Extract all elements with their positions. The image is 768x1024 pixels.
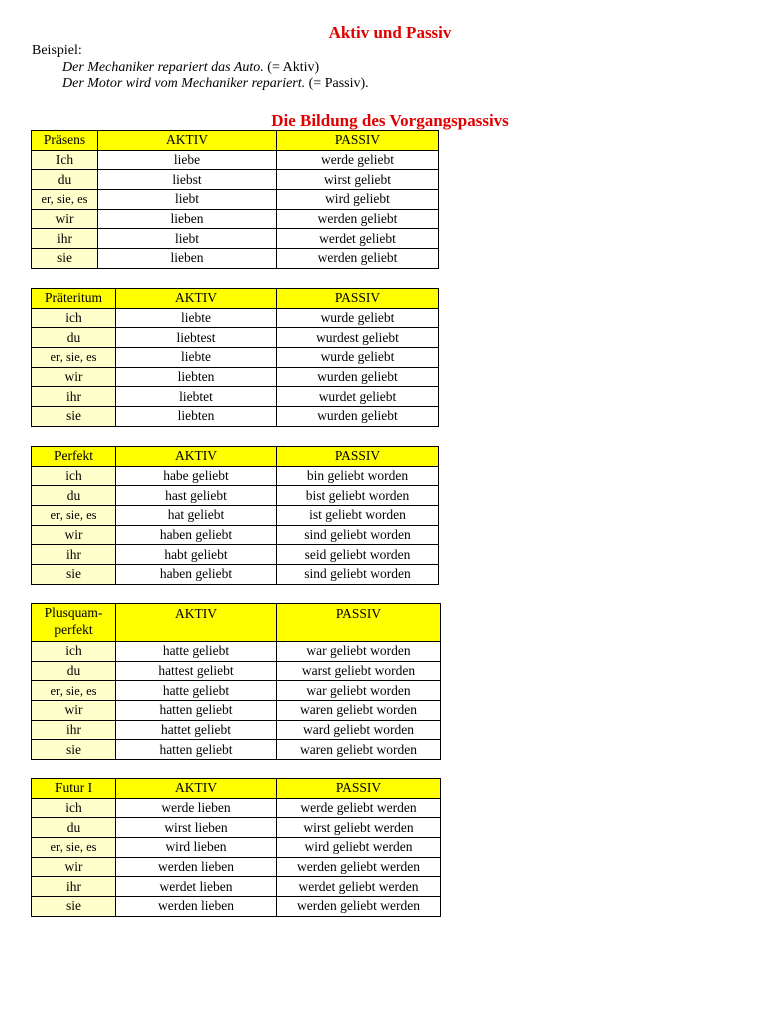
- pronoun-cell: sie: [32, 897, 116, 917]
- passive-cell: wurdest geliebt: [277, 328, 439, 348]
- pronoun-cell: ihr: [32, 387, 116, 407]
- pronoun-cell: du: [32, 328, 116, 348]
- active-cell: hattest geliebt: [116, 661, 277, 681]
- active-cell: liebe: [98, 150, 277, 170]
- passive-cell: ist geliebt worden: [277, 506, 439, 526]
- active-cell: habe geliebt: [116, 466, 277, 486]
- tense-header: Perfekt: [32, 447, 116, 467]
- table-header-row: [32, 447, 439, 467]
- passive-cell: wird geliebt: [277, 190, 439, 210]
- example-passive-note: (= Passiv).: [305, 76, 369, 91]
- table-row: [32, 740, 441, 760]
- tense-header: Präsens: [32, 131, 98, 151]
- table-plusquamperfekt: [31, 603, 441, 760]
- passive-header: PASSIV: [277, 447, 439, 467]
- pronoun-cell: wir: [32, 209, 98, 229]
- table-praeteritum: [31, 288, 439, 427]
- passive-header: PASSIV: [277, 604, 441, 642]
- passive-header: PASSIV: [277, 289, 439, 309]
- pronoun-cell: du: [32, 818, 116, 838]
- pronoun-cell: du: [32, 661, 116, 681]
- example-active-sentence: [62, 60, 369, 77]
- table-row: [32, 308, 439, 328]
- active-cell: werdet lieben: [116, 877, 277, 897]
- example-passive-sentence: [62, 76, 369, 93]
- pronoun-cell: wir: [32, 525, 116, 545]
- active-header: AKTIV: [116, 779, 277, 799]
- table-header-row: [32, 779, 441, 799]
- pronoun-cell: ihr: [32, 877, 116, 897]
- passive-cell: bin geliebt worden: [277, 466, 439, 486]
- passive-cell: warst geliebt worden: [277, 661, 441, 681]
- active-cell: liebtet: [116, 387, 277, 407]
- active-cell: liebst: [98, 170, 277, 190]
- active-cell: liebt: [98, 229, 277, 249]
- active-header: AKTIV: [98, 131, 277, 151]
- active-cell: wird lieben: [116, 838, 277, 858]
- pronoun-cell: er, sie, es: [32, 838, 116, 858]
- passive-cell: waren geliebt worden: [277, 701, 441, 721]
- pronoun-cell: wir: [32, 367, 116, 387]
- section-title: Die Bildung des Vorgangspassivs: [271, 111, 509, 130]
- active-cell: wirst lieben: [116, 818, 277, 838]
- table-row: [32, 506, 439, 526]
- table-header-row: [32, 131, 439, 151]
- table-row: [32, 387, 439, 407]
- table-perfekt: [31, 446, 439, 585]
- active-header: AKTIV: [116, 289, 277, 309]
- pronoun-cell: er, sie, es: [32, 681, 116, 701]
- table-futur-1: [31, 778, 441, 917]
- table-row: [32, 545, 439, 565]
- passive-cell: wirst geliebt werden: [277, 818, 441, 838]
- table-row: [32, 525, 439, 545]
- passive-cell: waren geliebt worden: [277, 740, 441, 760]
- table-row: [32, 798, 441, 818]
- active-cell: werde lieben: [116, 798, 277, 818]
- passive-cell: werden geliebt werden: [277, 857, 441, 877]
- table-row: [32, 642, 441, 662]
- passive-cell: wurden geliebt: [277, 367, 439, 387]
- table-row: [32, 897, 441, 917]
- table-row: [32, 249, 439, 269]
- example-active-text: Der Mechaniker repariert das Auto.: [62, 59, 264, 75]
- active-header: AKTIV: [116, 447, 277, 467]
- passive-cell: wurde geliebt: [277, 308, 439, 328]
- passive-cell: wird geliebt werden: [277, 838, 441, 858]
- example-passive-text: Der Motor wird vom Mechaniker repariert.: [62, 76, 306, 91]
- table-row: [32, 407, 439, 427]
- passive-cell: werdet geliebt: [277, 229, 439, 249]
- active-cell: hatte geliebt: [116, 642, 277, 662]
- active-cell: lieben: [98, 209, 277, 229]
- active-cell: liebtest: [116, 328, 277, 348]
- pronoun-cell: ich: [32, 466, 116, 486]
- table-praesens: [31, 130, 439, 269]
- example-block: [32, 43, 369, 93]
- table-row: [32, 348, 439, 368]
- pronoun-cell: du: [32, 170, 98, 190]
- table-row: [32, 857, 441, 877]
- tense-header-line1: Plusquam-: [44, 605, 103, 620]
- passive-cell: war geliebt worden: [277, 642, 441, 662]
- passive-cell: werden geliebt: [277, 209, 439, 229]
- table-row: [32, 838, 441, 858]
- pronoun-cell: ich: [32, 642, 116, 662]
- tense-header: Präteritum: [32, 289, 116, 309]
- table-row: [32, 486, 439, 506]
- passive-cell: wurden geliebt: [277, 407, 439, 427]
- pronoun-cell: wir: [32, 701, 116, 721]
- passive-cell: werde geliebt: [277, 150, 439, 170]
- active-cell: hat geliebt: [116, 506, 277, 526]
- active-cell: liebten: [116, 367, 277, 387]
- pronoun-cell: du: [32, 486, 116, 506]
- table-row: [32, 328, 439, 348]
- passive-cell: war geliebt worden: [277, 681, 441, 701]
- active-cell: liebte: [116, 348, 277, 368]
- example-active-note: (= Aktiv): [263, 59, 320, 75]
- table-header-row: [32, 604, 441, 642]
- active-cell: lieben: [98, 249, 277, 269]
- table-row: [32, 190, 439, 210]
- active-cell: haben geliebt: [116, 525, 277, 545]
- passive-cell: wirst geliebt: [277, 170, 439, 190]
- tense-header: [32, 604, 116, 642]
- example-label: Beispiel:: [32, 43, 82, 58]
- table-row: [32, 466, 439, 486]
- table-row: [32, 170, 439, 190]
- table-row: [32, 877, 441, 897]
- active-cell: liebten: [116, 407, 277, 427]
- table-row: [32, 565, 439, 585]
- table-row: [32, 661, 441, 681]
- passive-cell: sind geliebt worden: [277, 565, 439, 585]
- pronoun-cell: er, sie, es: [32, 190, 98, 210]
- passive-cell: sind geliebt worden: [277, 525, 439, 545]
- passive-cell: bist geliebt worden: [277, 486, 439, 506]
- active-cell: habt geliebt: [116, 545, 277, 565]
- pronoun-cell: sie: [32, 407, 116, 427]
- pronoun-cell: Ich: [32, 150, 98, 170]
- active-cell: hattet geliebt: [116, 720, 277, 740]
- passive-cell: ward geliebt worden: [277, 720, 441, 740]
- pronoun-cell: wir: [32, 857, 116, 877]
- pronoun-cell: sie: [32, 565, 116, 585]
- pronoun-cell: ich: [32, 798, 116, 818]
- active-cell: haben geliebt: [116, 565, 277, 585]
- passive-cell: werde geliebt werden: [277, 798, 441, 818]
- active-cell: werden lieben: [116, 857, 277, 877]
- pronoun-cell: ihr: [32, 545, 116, 565]
- page-title: Aktiv und Passiv: [328, 23, 452, 42]
- passive-cell: werdet geliebt werden: [277, 877, 441, 897]
- table-header-row: [32, 289, 439, 309]
- table-row: [32, 720, 441, 740]
- table-row: [32, 701, 441, 721]
- table-row: [32, 150, 439, 170]
- tense-header-line2: perfekt: [54, 622, 93, 637]
- passive-header: PASSIV: [277, 131, 439, 151]
- passive-cell: werden geliebt: [277, 249, 439, 269]
- passive-header: PASSIV: [277, 779, 441, 799]
- table-row: [32, 818, 441, 838]
- active-cell: hatten geliebt: [116, 701, 277, 721]
- pronoun-cell: ich: [32, 308, 116, 328]
- pronoun-cell: er, sie, es: [32, 506, 116, 526]
- active-cell: werden lieben: [116, 897, 277, 917]
- active-cell: liebte: [116, 308, 277, 328]
- passive-cell: werden geliebt werden: [277, 897, 441, 917]
- pronoun-cell: sie: [32, 740, 116, 760]
- active-header: AKTIV: [116, 604, 277, 642]
- tense-header: Futur I: [32, 779, 116, 799]
- pronoun-cell: sie: [32, 249, 98, 269]
- active-cell: hatten geliebt: [116, 740, 277, 760]
- pronoun-cell: er, sie, es: [32, 348, 116, 368]
- passive-cell: seid geliebt worden: [277, 545, 439, 565]
- table-row: [32, 209, 439, 229]
- active-cell: hast geliebt: [116, 486, 277, 506]
- active-cell: hatte geliebt: [116, 681, 277, 701]
- table-row: [32, 229, 439, 249]
- pronoun-cell: ihr: [32, 229, 98, 249]
- active-cell: liebt: [98, 190, 277, 210]
- pronoun-cell: ihr: [32, 720, 116, 740]
- table-row: [32, 681, 441, 701]
- passive-cell: wurde geliebt: [277, 348, 439, 368]
- passive-cell: wurdet geliebt: [277, 387, 439, 407]
- table-row: [32, 367, 439, 387]
